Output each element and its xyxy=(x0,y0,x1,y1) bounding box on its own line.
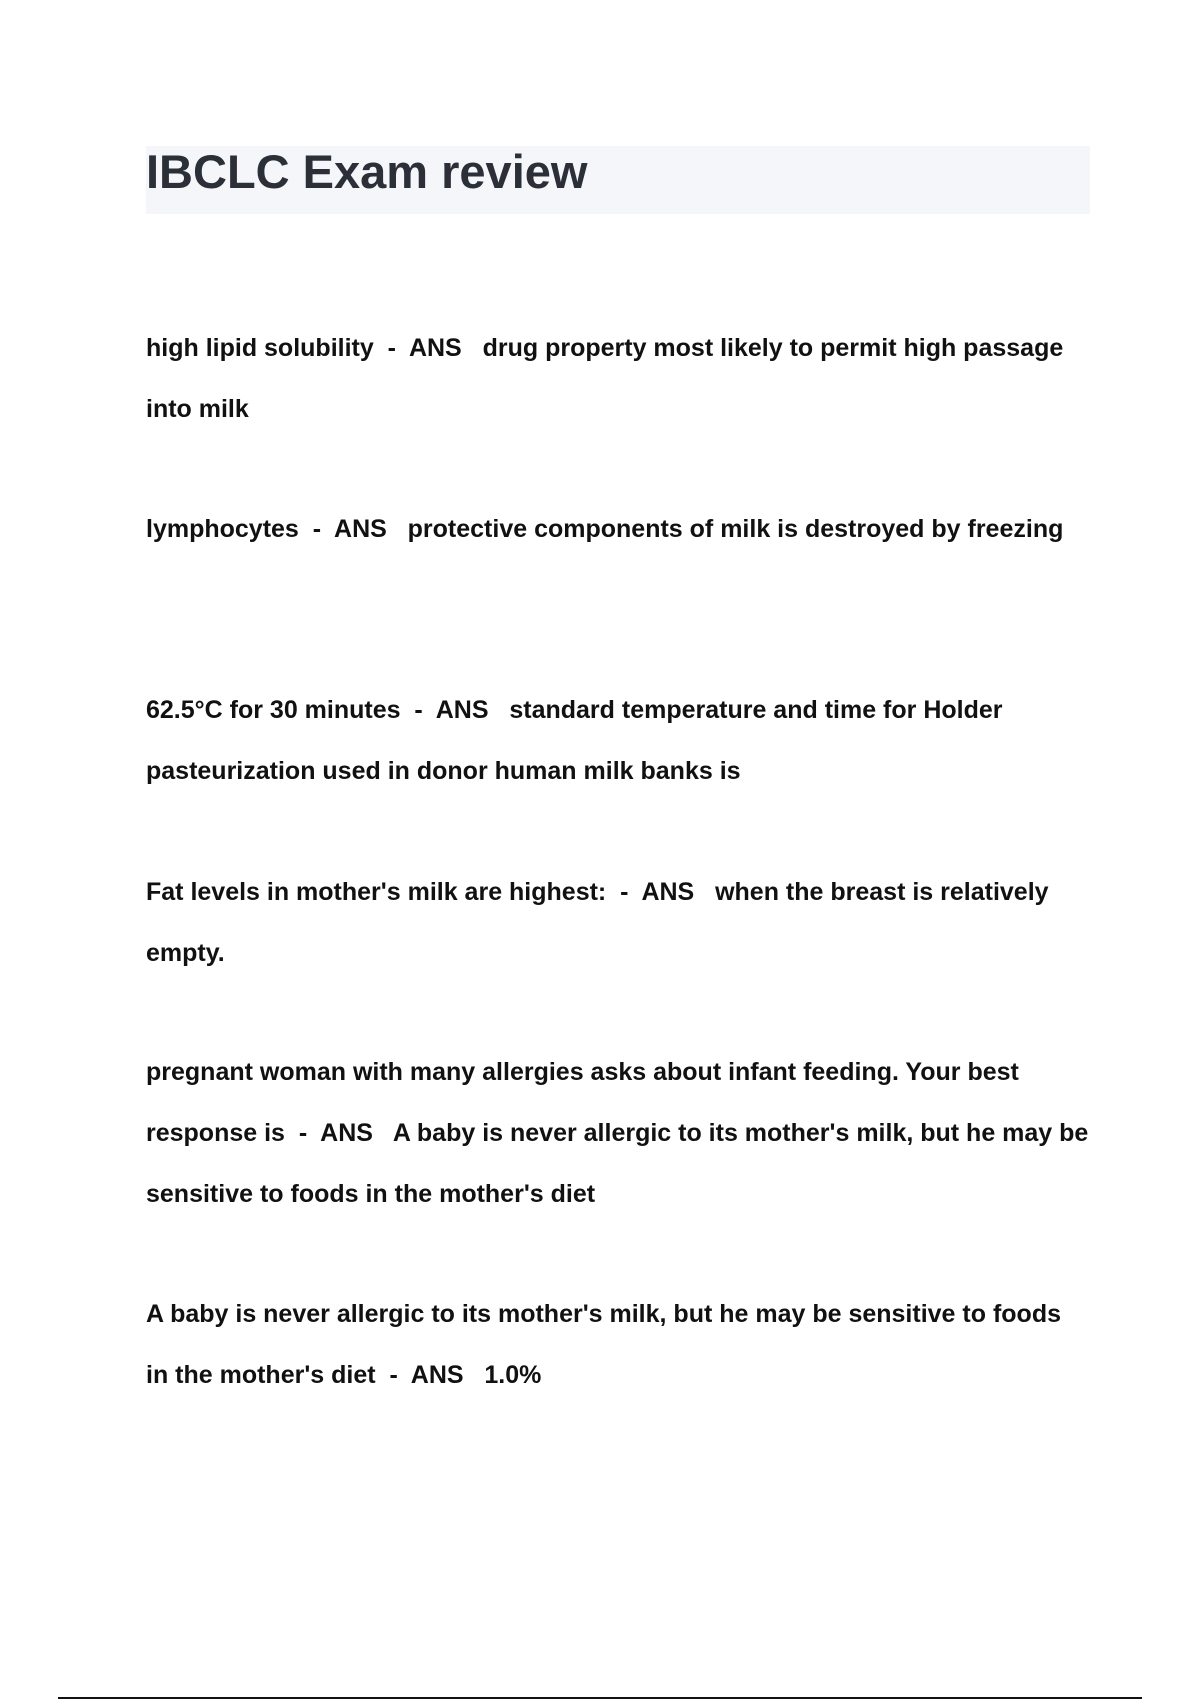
qa-question: high lipid solubility xyxy=(146,334,374,362)
qa-question: lymphocytes xyxy=(146,515,299,543)
qa-question: Fat levels in mother's milk are highest: xyxy=(146,878,607,906)
qa-question: A baby is never allergic to its mother's milk, but he may be sensitive to foods in the mother's diet xyxy=(146,1300,1061,1389)
qa-answer-separator: - ANS xyxy=(375,1361,485,1389)
qa-answer-separator: - ANS xyxy=(284,1119,393,1147)
qa-answer: protective components of milk is destroyed by freezing xyxy=(407,515,1064,543)
qa-question: 62.5°C for 30 minutes xyxy=(146,696,401,724)
qa-answer-separator: - ANS xyxy=(373,334,483,362)
qa-answer: drug property most likely to permit high passage into milk xyxy=(146,334,1064,423)
qa-answer: A baby is never allergic to its mother's milk, but he may be sensitive to foods in the mother's diet xyxy=(146,1119,1089,1208)
qa-item xyxy=(146,499,1090,560)
qa-item xyxy=(146,862,1090,984)
qa-answer: 1.0% xyxy=(484,1361,542,1389)
qa-answer: standard temperature and time for Holder pasteurization used in donor human milk banks is xyxy=(146,696,1003,785)
qa-answer-separator: - ANS xyxy=(606,878,716,906)
qa-item xyxy=(146,680,1090,802)
qa-answer-separator: - ANS xyxy=(400,696,510,724)
qa-item xyxy=(146,318,1090,440)
qa-item xyxy=(146,1284,1090,1406)
qa-item xyxy=(146,1042,1090,1225)
footer-rule xyxy=(58,1697,1142,1699)
qa-question: pregnant woman with many allergies asks about infant feeding. Your best response is xyxy=(146,1058,1019,1147)
qa-answer: when the breast is relatively empty. xyxy=(146,878,1049,967)
qa-answer-separator: - ANS xyxy=(298,515,408,543)
document-title: IBCLC Exam review xyxy=(146,145,588,198)
